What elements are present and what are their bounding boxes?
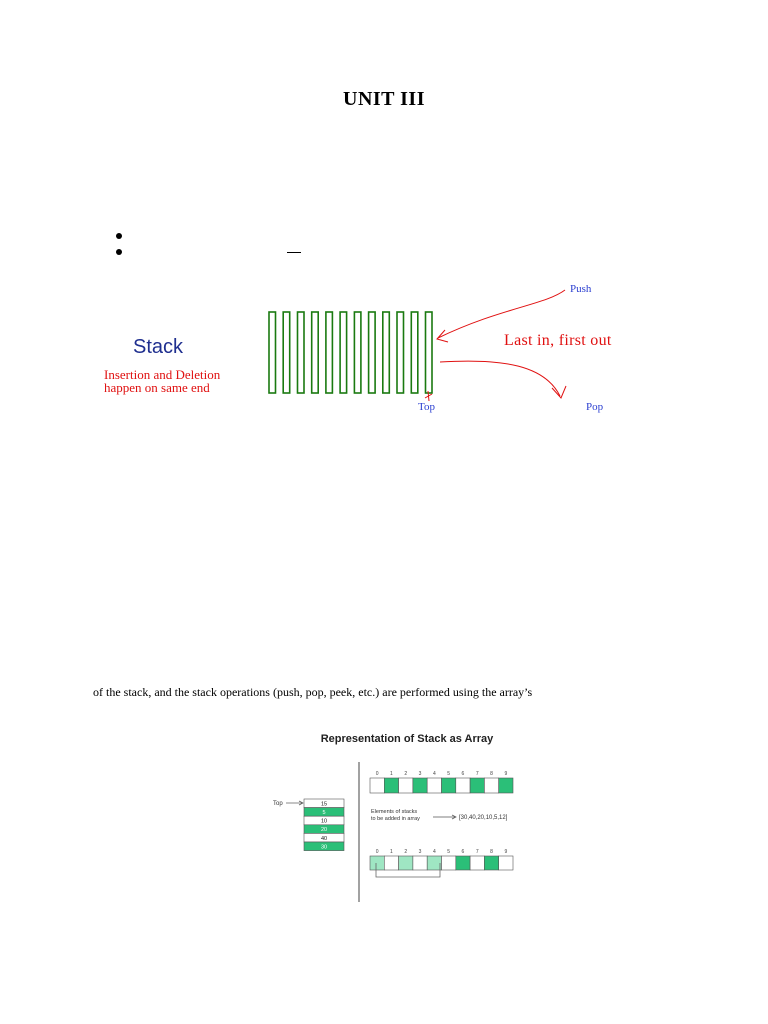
push-label: Push — [570, 283, 592, 295]
array-index-label: 1 — [390, 771, 393, 777]
array-index-label: 5 — [447, 849, 451, 855]
array-index-label: 1 — [390, 849, 393, 855]
lifo-label: Last in, first out — [504, 332, 612, 349]
stack-description-line-1: Insertion and Deletion — [104, 367, 221, 382]
array-cell — [370, 778, 384, 793]
array-index-label: 8 — [490, 771, 493, 777]
stack-slot — [354, 312, 361, 393]
array-index-label: 8 — [490, 849, 493, 855]
array-index-label: 3 — [418, 849, 422, 855]
array-index-label: 6 — [461, 771, 465, 777]
array-index-label: 0 — [375, 849, 379, 855]
stack-cell-value: 30 — [320, 844, 328, 851]
stack-slot — [383, 312, 390, 393]
stack-slot — [326, 312, 333, 393]
stack-cells — [304, 799, 344, 851]
stack-cell-value: 15 — [320, 801, 328, 808]
array-cell — [384, 856, 398, 870]
array-cell — [456, 778, 470, 793]
pop-label: Pop — [586, 401, 604, 413]
stack-slot — [426, 312, 433, 393]
stack-cell-value: 40 — [320, 835, 328, 842]
elements-caption-line-2: to be added in array — [371, 816, 420, 822]
array-index-label: 0 — [375, 771, 379, 777]
array-cell — [413, 778, 427, 793]
array-index-label: 9 — [504, 771, 508, 777]
array-index-label: 3 — [418, 771, 422, 777]
page-title: UNIT III — [343, 88, 425, 110]
array-cell — [470, 856, 484, 870]
array-cell — [499, 778, 513, 793]
array-cell — [470, 778, 484, 793]
body-paragraph: of the stack, and the stack operations (push, pop, peek, etc.) are performed using the array’s — [93, 685, 533, 699]
array-cell — [399, 778, 413, 793]
array-index-label: 2 — [404, 849, 408, 855]
array-cell — [442, 856, 456, 870]
stack-slot — [340, 312, 347, 393]
stack-slot — [312, 312, 319, 393]
array-cell — [484, 856, 498, 870]
stack-cell-value: 10 — [320, 818, 328, 825]
array-figure-title: Representation of Stack as Array — [320, 733, 494, 745]
array-index-label: 7 — [475, 849, 479, 855]
stack-slots — [269, 312, 432, 393]
stack-diagram — [0, 0, 768, 440]
stack-slot — [411, 312, 418, 393]
array-index-label: 2 — [404, 771, 408, 777]
array-index-label: 5 — [447, 771, 451, 777]
stack-slot — [269, 312, 276, 393]
stack-cell-value: 20 — [320, 827, 328, 834]
array-cell — [427, 778, 441, 793]
array-figure-graphic — [262, 726, 552, 916]
array-cell — [499, 856, 513, 870]
pop-arrowhead — [552, 386, 566, 398]
stack-description-line-2: happen on same end — [104, 380, 210, 395]
array-cell — [413, 856, 427, 870]
array-top-label: Top — [273, 801, 283, 807]
top-label: Top — [418, 401, 435, 413]
array-index-label: 4 — [432, 849, 436, 855]
array-cell — [456, 856, 470, 870]
stack-cell-value: 5 — [322, 810, 326, 816]
array-index-label: 6 — [461, 849, 465, 855]
array-bottom-row — [370, 849, 513, 870]
array-index-label: 7 — [475, 771, 479, 777]
array-cell — [427, 856, 441, 870]
array-figure — [262, 726, 552, 916]
pop-arrow — [440, 361, 560, 396]
stack-heading: Stack — [133, 336, 184, 358]
stack-slot — [283, 312, 290, 393]
elements-caption-line-1: Elements of stacks — [371, 809, 418, 815]
array-cell — [484, 778, 498, 793]
stack-slot — [397, 312, 404, 393]
stack-slot — [298, 312, 305, 393]
stack-slot — [369, 312, 376, 393]
push-arrow — [438, 290, 565, 338]
array-index-label: 4 — [432, 771, 436, 777]
array-cell — [384, 778, 398, 793]
array-cell — [370, 856, 384, 870]
array-cell — [442, 778, 456, 793]
array-index-label: 9 — [504, 849, 508, 855]
elements-list: [30,40,20,10,5,12] — [459, 815, 508, 821]
array-cell — [399, 856, 413, 870]
array-top-row — [370, 771, 513, 793]
